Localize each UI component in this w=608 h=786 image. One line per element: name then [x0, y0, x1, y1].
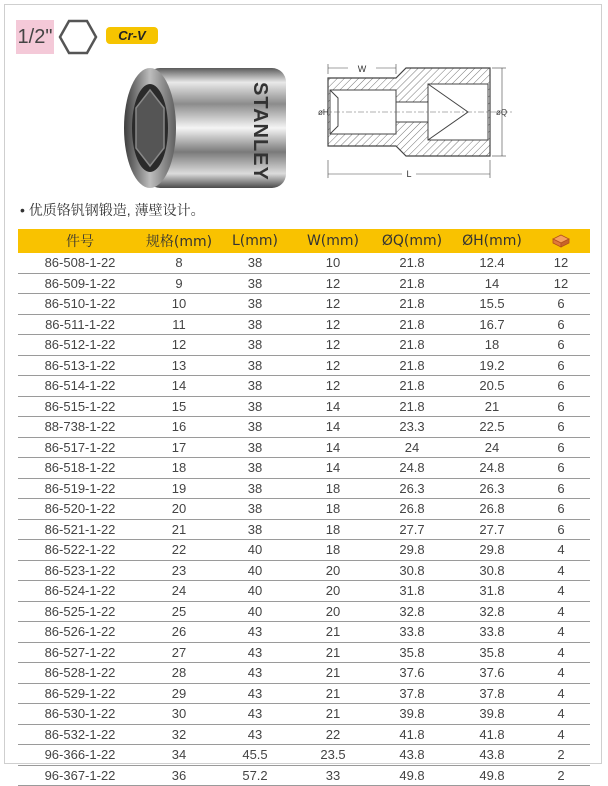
cell-length: 38	[216, 437, 294, 458]
table-row	[18, 417, 590, 438]
cell-size: 16	[142, 417, 216, 438]
cell-head-diameter: 15.5	[452, 294, 532, 315]
cell-pack-quantity: 4	[532, 581, 590, 602]
cell-pack-quantity: 4	[532, 540, 590, 561]
cell-length: 43	[216, 683, 294, 704]
cell-pack-quantity: 6	[532, 355, 590, 376]
cell-size: 11	[142, 314, 216, 335]
cell-length: 38	[216, 273, 294, 294]
cell-head-diameter: 41.8	[452, 724, 532, 745]
table-row	[18, 314, 590, 335]
cell-width: 18	[294, 499, 372, 520]
cell-head-diameter: 33.8	[452, 622, 532, 643]
cell-size: 23	[142, 560, 216, 581]
cell-part-number: 86-523-1-22	[18, 560, 142, 581]
cell-pack-quantity: 4	[532, 622, 590, 643]
cell-head-diameter: 12.4	[452, 253, 532, 273]
cell-length: 40	[216, 540, 294, 561]
cell-width: 21	[294, 704, 372, 725]
cell-outer-diameter: 27.7	[372, 519, 452, 540]
cell-length: 38	[216, 499, 294, 520]
cell-size: 10	[142, 294, 216, 315]
cell-head-diameter: 16.7	[452, 314, 532, 335]
cell-head-diameter: 29.8	[452, 540, 532, 561]
cell-width: 12	[294, 376, 372, 397]
cell-width: 20	[294, 581, 372, 602]
cell-head-diameter: 21	[452, 396, 532, 417]
cell-part-number: 86-521-1-22	[18, 519, 142, 540]
cell-size: 17	[142, 437, 216, 458]
cell-length: 40	[216, 601, 294, 622]
cell-pack-quantity: 4	[532, 642, 590, 663]
cell-part-number: 86-519-1-22	[18, 478, 142, 499]
cell-width: 18	[294, 540, 372, 561]
table-row	[18, 519, 590, 540]
cell-width: 12	[294, 335, 372, 356]
cell-pack-quantity: 6	[532, 376, 590, 397]
cell-part-number: 86-530-1-22	[18, 704, 142, 725]
cell-size: 21	[142, 519, 216, 540]
table-row	[18, 622, 590, 643]
cell-size: 19	[142, 478, 216, 499]
cell-part-number: 86-532-1-22	[18, 724, 142, 745]
cell-length: 43	[216, 622, 294, 643]
drive-size-badge: 1/2"	[16, 20, 54, 54]
cell-size: 22	[142, 540, 216, 561]
cell-head-diameter: 27.7	[452, 519, 532, 540]
cell-outer-diameter: 32.8	[372, 601, 452, 622]
cell-size: 9	[142, 273, 216, 294]
cell-size: 34	[142, 745, 216, 766]
header-width: W(mm)	[294, 229, 372, 253]
cell-width: 12	[294, 273, 372, 294]
cell-pack-quantity: 6	[532, 294, 590, 315]
cell-part-number: 86-509-1-22	[18, 273, 142, 294]
cell-pack-quantity: 6	[532, 335, 590, 356]
cell-part-number: 86-520-1-22	[18, 499, 142, 520]
cell-head-diameter: 24.8	[452, 458, 532, 479]
cell-size: 13	[142, 355, 216, 376]
cell-width: 22	[294, 724, 372, 745]
cell-part-number: 86-517-1-22	[18, 437, 142, 458]
cell-length: 38	[216, 458, 294, 479]
cell-length: 43	[216, 663, 294, 684]
cell-size: 32	[142, 724, 216, 745]
cell-size: 25	[142, 601, 216, 622]
cell-width: 23.5	[294, 745, 372, 766]
cell-outer-diameter: 21.8	[372, 396, 452, 417]
cell-head-diameter: 26.3	[452, 478, 532, 499]
cell-pack-quantity: 6	[532, 478, 590, 499]
cell-head-diameter: 39.8	[452, 704, 532, 725]
cell-part-number: 96-367-1-22	[18, 765, 142, 786]
cell-pack-quantity: 4	[532, 560, 590, 581]
cell-length: 38	[216, 478, 294, 499]
cell-part-number: 86-525-1-22	[18, 601, 142, 622]
cell-head-diameter: 20.5	[452, 376, 532, 397]
cell-width: 14	[294, 396, 372, 417]
header-length: L(mm)	[216, 229, 294, 253]
cell-size: 14	[142, 376, 216, 397]
cell-outer-diameter: 35.8	[372, 642, 452, 663]
table-row	[18, 724, 590, 745]
table-row	[18, 335, 590, 356]
cell-part-number: 86-529-1-22	[18, 683, 142, 704]
table-row	[18, 458, 590, 479]
cell-pack-quantity: 6	[532, 519, 590, 540]
spec-table	[18, 229, 590, 786]
cell-length: 38	[216, 355, 294, 376]
cell-size: 20	[142, 499, 216, 520]
cell-pack-quantity: 4	[532, 704, 590, 725]
cell-pack-quantity: 4	[532, 663, 590, 684]
cell-width: 20	[294, 560, 372, 581]
cell-size: 26	[142, 622, 216, 643]
cell-length: 38	[216, 314, 294, 335]
cell-width: 21	[294, 663, 372, 684]
hexagon-icon	[58, 18, 98, 56]
cell-outer-diameter: 24.8	[372, 458, 452, 479]
cell-pack-quantity: 12	[532, 253, 590, 273]
cell-head-diameter: 37.6	[452, 663, 532, 684]
cell-part-number: 86-526-1-22	[18, 622, 142, 643]
cell-part-number: 86-508-1-22	[18, 253, 142, 273]
cell-outer-diameter: 21.8	[372, 314, 452, 335]
table-row	[18, 355, 590, 376]
cell-length: 57.2	[216, 765, 294, 786]
cell-length: 38	[216, 519, 294, 540]
box-icon	[552, 234, 570, 248]
cell-length: 38	[216, 253, 294, 273]
feature-description: • 优质铬钒钢锻造, 薄壁设计。	[20, 202, 205, 218]
table-header-row	[18, 229, 590, 253]
cell-outer-diameter: 37.8	[372, 683, 452, 704]
cell-head-diameter: 37.8	[452, 683, 532, 704]
cell-outer-diameter: 43.8	[372, 745, 452, 766]
cell-width: 21	[294, 622, 372, 643]
socket-photo	[120, 62, 298, 194]
cell-part-number: 88-738-1-22	[18, 417, 142, 438]
cell-width: 20	[294, 601, 372, 622]
cell-pack-quantity: 12	[532, 273, 590, 294]
cell-outer-diameter: 21.8	[372, 294, 452, 315]
cell-head-diameter: 43.8	[452, 745, 532, 766]
header-size: 规格(mm)	[142, 229, 216, 253]
cell-part-number: 96-366-1-22	[18, 745, 142, 766]
cell-outer-diameter: 23.3	[372, 417, 452, 438]
cell-pack-quantity: 6	[532, 396, 590, 417]
cell-outer-diameter: 21.8	[372, 355, 452, 376]
dimension-l-label: L	[406, 169, 412, 179]
cell-length: 43	[216, 724, 294, 745]
cell-width: 18	[294, 519, 372, 540]
cell-width: 12	[294, 314, 372, 335]
cell-part-number: 86-518-1-22	[18, 458, 142, 479]
cell-length: 45.5	[216, 745, 294, 766]
cell-head-diameter: 19.2	[452, 355, 532, 376]
cell-head-diameter: 30.8	[452, 560, 532, 581]
cell-width: 14	[294, 458, 372, 479]
cell-part-number: 86-527-1-22	[18, 642, 142, 663]
table-row	[18, 540, 590, 561]
cell-outer-diameter: 24	[372, 437, 452, 458]
brand-text: STANLEY	[249, 82, 271, 181]
cell-width: 12	[294, 294, 372, 315]
cell-length: 38	[216, 294, 294, 315]
table-row	[18, 253, 590, 273]
table-row	[18, 663, 590, 684]
socket-dimension-diagram	[318, 62, 518, 188]
cell-outer-diameter: 21.8	[372, 253, 452, 273]
cell-head-diameter: 14	[452, 273, 532, 294]
cell-size: 28	[142, 663, 216, 684]
dimension-h-label: øH	[318, 108, 329, 117]
cell-outer-diameter: 26.3	[372, 478, 452, 499]
cell-length: 40	[216, 560, 294, 581]
cell-width: 21	[294, 642, 372, 663]
cell-head-diameter: 24	[452, 437, 532, 458]
cell-length: 38	[216, 417, 294, 438]
cell-outer-diameter: 49.8	[372, 765, 452, 786]
cell-outer-diameter: 37.6	[372, 663, 452, 684]
cell-outer-diameter: 30.8	[372, 560, 452, 581]
table-row	[18, 560, 590, 581]
table-row	[18, 499, 590, 520]
cell-outer-diameter: 21.8	[372, 376, 452, 397]
cell-outer-diameter: 26.8	[372, 499, 452, 520]
cell-part-number: 86-522-1-22	[18, 540, 142, 561]
cell-outer-diameter: 21.8	[372, 273, 452, 294]
cell-outer-diameter: 33.8	[372, 622, 452, 643]
material-badge: Cr-V	[106, 27, 158, 44]
cell-width: 18	[294, 478, 372, 499]
cell-part-number: 86-524-1-22	[18, 581, 142, 602]
cell-size: 24	[142, 581, 216, 602]
header-outer-diameter: ØQ(mm)	[372, 229, 452, 253]
cell-pack-quantity: 4	[532, 724, 590, 745]
table-row	[18, 273, 590, 294]
table-row	[18, 704, 590, 725]
cell-outer-diameter: 31.8	[372, 581, 452, 602]
cell-size: 15	[142, 396, 216, 417]
table-row	[18, 396, 590, 417]
cell-width: 10	[294, 253, 372, 273]
table-row	[18, 601, 590, 622]
cell-pack-quantity: 2	[532, 765, 590, 786]
cell-head-diameter: 49.8	[452, 765, 532, 786]
cell-part-number: 86-514-1-22	[18, 376, 142, 397]
cell-outer-diameter: 29.8	[372, 540, 452, 561]
cell-length: 38	[216, 376, 294, 397]
cell-outer-diameter: 39.8	[372, 704, 452, 725]
cell-pack-quantity: 2	[532, 745, 590, 766]
table-row	[18, 437, 590, 458]
cell-head-diameter: 22.5	[452, 417, 532, 438]
cell-size: 18	[142, 458, 216, 479]
dimension-q-label: øQ	[496, 108, 508, 117]
table-row	[18, 745, 590, 766]
cell-pack-quantity: 6	[532, 458, 590, 479]
cell-width: 33	[294, 765, 372, 786]
cell-part-number: 86-528-1-22	[18, 663, 142, 684]
cell-width: 12	[294, 355, 372, 376]
dimension-w-label: W	[357, 64, 367, 74]
cell-head-diameter: 18	[452, 335, 532, 356]
cell-size: 27	[142, 642, 216, 663]
table-row	[18, 765, 590, 786]
cell-pack-quantity: 6	[532, 499, 590, 520]
cell-length: 38	[216, 396, 294, 417]
header-part-number: 件号	[18, 229, 142, 253]
cell-pack-quantity: 6	[532, 314, 590, 335]
cell-part-number: 86-515-1-22	[18, 396, 142, 417]
table-row	[18, 376, 590, 397]
header-head-diameter: ØH(mm)	[452, 229, 532, 253]
cell-part-number: 86-512-1-22	[18, 335, 142, 356]
cell-pack-quantity: 6	[532, 437, 590, 458]
cell-size: 30	[142, 704, 216, 725]
cell-head-diameter: 32.8	[452, 601, 532, 622]
cell-length: 43	[216, 642, 294, 663]
cell-outer-diameter: 21.8	[372, 335, 452, 356]
table-row	[18, 294, 590, 315]
cell-pack-quantity: 4	[532, 683, 590, 704]
cell-width: 21	[294, 683, 372, 704]
cell-size: 8	[142, 253, 216, 273]
cell-head-diameter: 35.8	[452, 642, 532, 663]
cell-head-diameter: 26.8	[452, 499, 532, 520]
table-row	[18, 683, 590, 704]
cell-width: 14	[294, 417, 372, 438]
header-pack-quantity	[532, 229, 590, 253]
table-row	[18, 581, 590, 602]
cell-part-number: 86-511-1-22	[18, 314, 142, 335]
cell-pack-quantity: 4	[532, 601, 590, 622]
table-row	[18, 642, 590, 663]
cell-length: 40	[216, 581, 294, 602]
table-row	[18, 478, 590, 499]
cell-length: 38	[216, 335, 294, 356]
cell-size: 12	[142, 335, 216, 356]
cell-width: 14	[294, 437, 372, 458]
cell-head-diameter: 31.8	[452, 581, 532, 602]
cell-outer-diameter: 41.8	[372, 724, 452, 745]
cell-part-number: 86-510-1-22	[18, 294, 142, 315]
cell-size: 29	[142, 683, 216, 704]
cell-size: 36	[142, 765, 216, 786]
cell-length: 43	[216, 704, 294, 725]
cell-pack-quantity: 6	[532, 417, 590, 438]
cell-part-number: 86-513-1-22	[18, 355, 142, 376]
